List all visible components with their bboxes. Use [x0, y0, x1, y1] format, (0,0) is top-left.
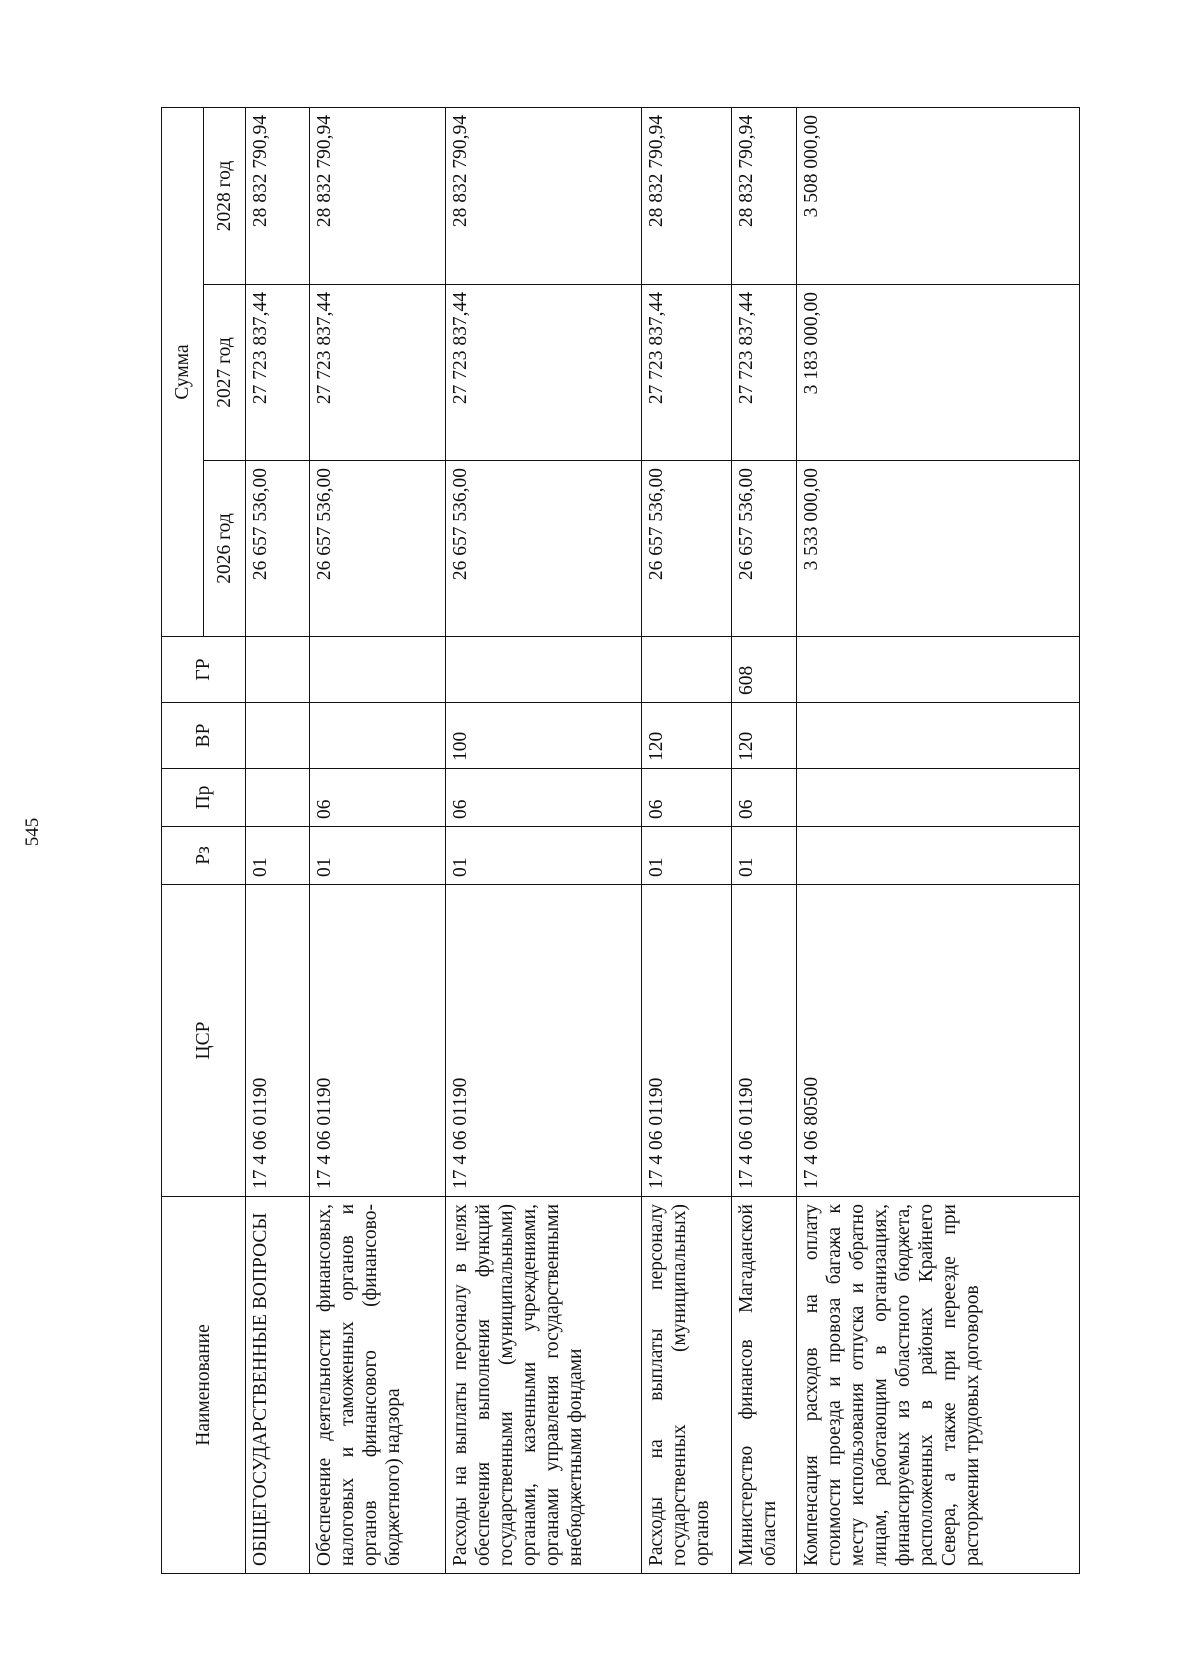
row-2027: 27 723 837,44 [246, 285, 310, 461]
row-2028: 28 832 790,94 [310, 108, 446, 285]
row-vr [797, 703, 1080, 769]
row-2026: 26 657 536,00 [246, 461, 310, 637]
header-vr: ВР [162, 703, 246, 769]
table-row [310, 108, 446, 1574]
row-2028: 3 508 000,00 [797, 108, 1080, 285]
table-row [732, 108, 797, 1574]
header-csr: ЦСР [162, 885, 246, 1197]
row-rz: 01 [246, 827, 310, 885]
row-2028: 28 832 790,94 [642, 108, 732, 285]
row-rz: 01 [642, 827, 732, 885]
header-rz: Рз [162, 827, 246, 885]
row-name: Компенсация расходов на оплату стоимости проезда и провоза багажа к месту использования отпуска и обратно лицам, работающим в организациях, финансируемых из областного бюджета, расположенных в районах Крайнего Севера, а также при переезде при расторжении трудовых договоров [797, 1197, 1080, 1574]
row-2028: 28 832 790,94 [246, 108, 310, 285]
row-vr: 120 [642, 703, 732, 769]
row-csr: 17 4 06 80500 [797, 885, 1080, 1197]
row-rz: 01 [310, 827, 446, 885]
row-csr: 17 4 06 01190 [246, 885, 310, 1197]
header-year-2026: 2026 год [204, 461, 246, 637]
row-csr: 17 4 06 01190 [446, 885, 642, 1197]
row-name: Обеспечение деятельности финансовых, налоговых и таможенных органов и органов финансового (финансово-бюджетного) надзора [310, 1197, 446, 1574]
row-2027: 3 183 000,00 [797, 285, 1080, 461]
budget-table-container [161, 108, 1079, 1574]
row-gr [797, 637, 1080, 703]
row-2026: 26 657 536,00 [732, 461, 797, 637]
row-pr: 06 [642, 769, 732, 827]
header-summa: Сумма [162, 108, 204, 637]
row-pr: 06 [310, 769, 446, 827]
row-pr: 06 [732, 769, 797, 827]
row-gr [310, 637, 446, 703]
row-2026: 26 657 536,00 [446, 461, 642, 637]
row-2026: 26 657 536,00 [642, 461, 732, 637]
row-rz: 01 [732, 827, 797, 885]
row-2027: 27 723 837,44 [642, 285, 732, 461]
header-name: Наименование [162, 1197, 246, 1574]
row-pr [797, 769, 1080, 827]
row-name: ОБЩЕГОСУДАРСТВЕННЫЕ ВОПРОСЫ [246, 1197, 310, 1574]
row-vr: 120 [732, 703, 797, 769]
row-rz: 01 [446, 827, 642, 885]
row-2027: 27 723 837,44 [310, 285, 446, 461]
page-number: 545 [22, 817, 43, 847]
row-2027: 27 723 837,44 [446, 285, 642, 461]
row-csr: 17 4 06 01190 [642, 885, 732, 1197]
row-csr: 17 4 06 01190 [732, 885, 797, 1197]
table-row [642, 108, 732, 1574]
row-name: Расходы на выплаты персоналу государственных (муниципальных) органов [642, 1197, 732, 1574]
row-csr: 17 4 06 01190 [310, 885, 446, 1197]
row-2026: 3 533 000,00 [797, 461, 1080, 637]
row-gr: 608 [732, 637, 797, 703]
row-pr [246, 769, 310, 827]
row-gr [446, 637, 642, 703]
table-row [246, 108, 310, 1574]
row-name: Расходы на выплаты персоналу в целях обеспечения выполнения функций государственными (муниципальными) органами, казенными учреждениями, органами управления государственными внебюджетными фондами [446, 1197, 642, 1574]
row-name: Министерство финансов Магаданской области [732, 1197, 797, 1574]
header-year-2027: 2027 год [204, 285, 246, 461]
row-vr [246, 703, 310, 769]
row-2028: 28 832 790,94 [446, 108, 642, 285]
budget-table [161, 107, 1080, 1574]
row-pr: 06 [446, 769, 642, 827]
row-2026: 26 657 536,00 [310, 461, 446, 637]
row-gr [246, 637, 310, 703]
row-vr: 100 [446, 703, 642, 769]
table-row [446, 108, 642, 1574]
row-gr [642, 637, 732, 703]
table-row [797, 108, 1080, 1574]
header-gr: ГР [162, 637, 246, 703]
header-year-2028: 2028 год [204, 108, 246, 285]
header-pr: Пр [162, 769, 246, 827]
row-2027: 27 723 837,44 [732, 285, 797, 461]
row-rz [797, 827, 1080, 885]
row-vr [310, 703, 446, 769]
row-2028: 28 832 790,94 [732, 108, 797, 285]
